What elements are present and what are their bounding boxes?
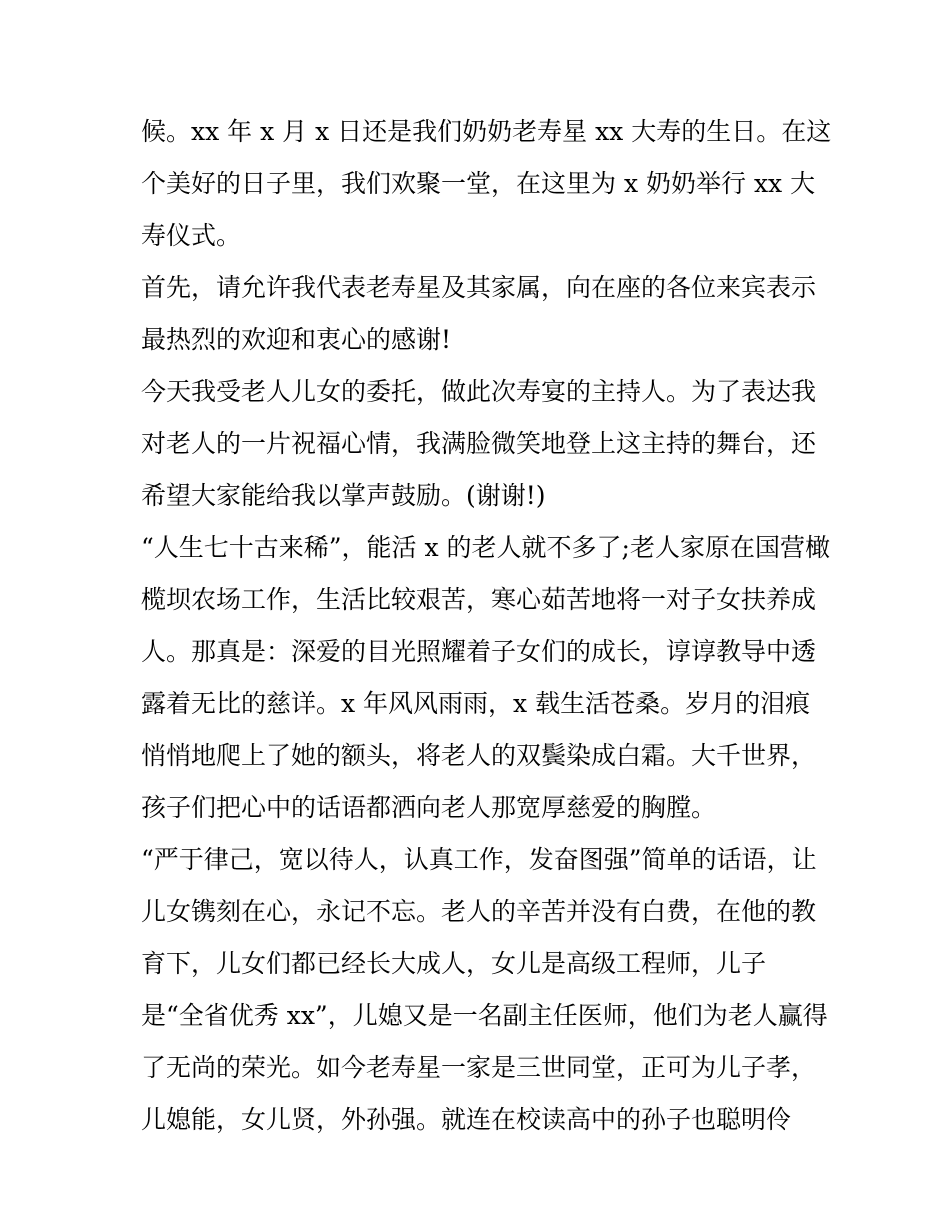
text-line: 今天我受老人儿女的委托，做此次寿宴的主持人。为了表达我 [141,377,817,406]
text-line: 育下，儿女们都已经长大成人，女儿是高级工程师，儿子 [141,949,767,978]
text-line: 悄悄地爬上了她的额头，将老人的双鬓染成白霜。大千世界， [141,741,817,770]
text-line: “严于律己，宽以待人，认真工作，发奋图强”简单的话语，让 [141,845,817,874]
text-line: 最热烈的欢迎和衷心的感谢! [141,325,452,354]
text-line: 儿女镌刻在心，永记不忘。老人的辛苦并没有白费，在他的教 [141,897,817,926]
text-line: 孩子们把心中的话语都洒向老人那宽厚慈爱的胸膛。 [141,793,717,822]
text-line: 露着无比的慈详。x 年风风雨雨，x 载生活苍桑。岁月的泪痕 [141,689,811,718]
text-line: 对老人的一片祝福心情，我满脸微笑地登上这主持的舞台，还 [141,429,817,458]
text-line: 希望大家能给我以掌声鼓励。(谢谢!) [141,481,546,510]
text-line: 首先，请允许我代表老寿星及其家属，向在座的各位来宾表示 [141,273,817,302]
text-line: 个美好的日子里，我们欢聚一堂，在这里为 x 奶奶举行 xx 大 [141,169,816,198]
text-line: “人生七十古来稀”，能活 x 的老人就不多了;老人家原在国营橄 [141,533,830,562]
body-text [141,106,832,1146]
text-line: 候。xx 年 x 月 x 日还是我们奶奶老寿星 xx 大寿的生日。在这 [141,117,832,146]
text-line: 寿仪式。 [141,221,242,250]
text-line: 人。那真是：深爱的目光照耀着子女们的成长，谆谆教导中透 [141,637,817,666]
text-line: 了无尚的荣光。如今老寿星一家是三世同堂，正可为儿子孝， [141,1053,817,1082]
text-line: 是“全省优秀 xx”，儿媳又是一名副主任医师，他们为老人赢得 [141,1001,828,1030]
text-line: 榄坝农场工作，生活比较艰苦，寒心茹苦地将一对子女扶养成 [141,585,817,614]
text-line: 儿媳能，女儿贤，外孙强。就连在校读高中的孙子也聪明伶 [141,1105,792,1134]
